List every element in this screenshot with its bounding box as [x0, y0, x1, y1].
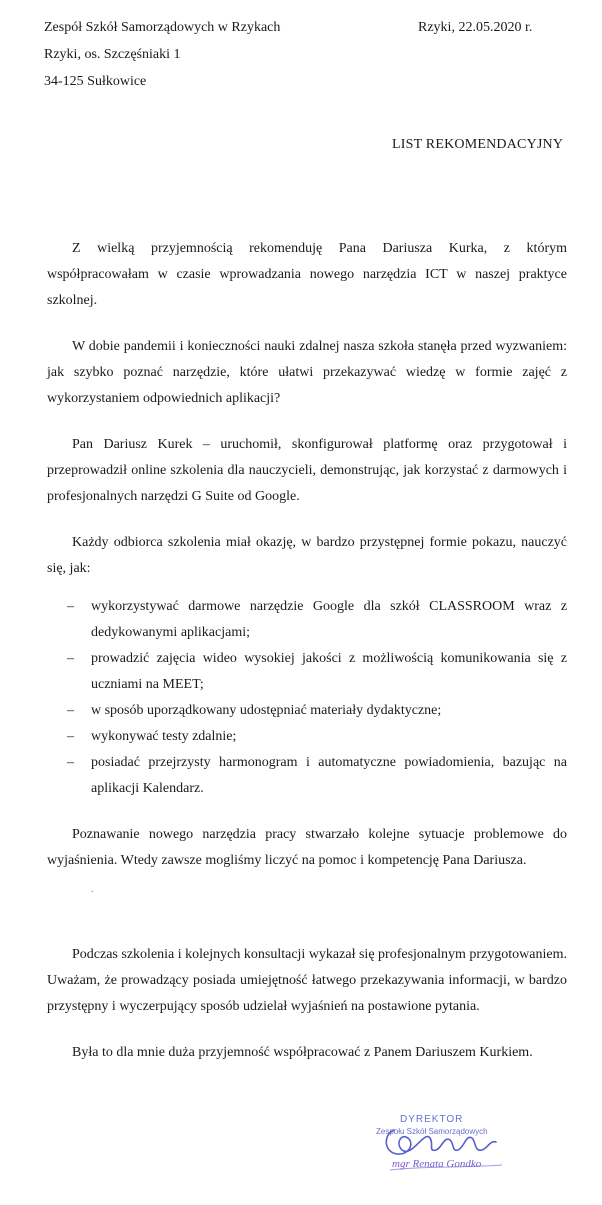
list-item: – wykorzystywać darmowe narzędzie Google dla szkół CLASSROOM wraz z dedykowanymi aplikacjami; [67, 599, 567, 640]
stray-dot: . [91, 884, 94, 895]
stamp-institution: Zespołu Szkół Samorządowych [376, 1127, 488, 1136]
sender-name: Zespół Szkół Samorządowych w Rzykach [44, 20, 281, 35]
signature-icon [372, 1110, 532, 1200]
letter-title: LIST REKOMENDACYJNY [392, 137, 564, 152]
sender-street: Rzyki, os. Szczęśniaki 1 [44, 47, 181, 62]
letter-body [47, 236, 567, 1066]
list-item: – posiadać przejrzysty harmonogram i automatyczne powiadomienia, bazując na aplikacji Kalendarz. [67, 755, 567, 796]
letter-date: Rzyki, 22.05.2020 r. [418, 20, 533, 35]
director-stamp [372, 1110, 532, 1200]
paragraph-actions: Pan Dariusz Kurek – uruchomił, skonfigurował platformę oraz przygotował i przeprowadził online szkolenia dla nauczycieli, demonstrując, jak korzystać z darmowych i profesjonalnych narzędzi G Suite od Google. [47, 437, 567, 504]
list-item: – w sposób uporządkowany udostępniać materiały dydaktyczne; [67, 703, 442, 718]
paragraph-training: Każdy odbiorca szkolenia miał okazję, w bardzo przystępnej formie pokazu, nauczyć się, jak: [47, 535, 567, 576]
stamp-title: DYREKTOR [400, 1114, 464, 1125]
sender-postal: 34-125 Sułkowice [44, 74, 147, 89]
paragraph-intro: Z wielką przyjemnością rekomenduję Pana Dariusza Kurka, z którym współpracowałam w czasie wprowadzania nowego narzędzia ICT w naszej praktyce szkolnej. [47, 241, 567, 308]
paragraph-consultations: Podczas szkolenia i kolejnych konsultacji wykazał się profesjonalnym przygotowaniem. Uważam, że prowadzący posiada umiejętność łatwego przekazywania informacji, w bardzo przystępny i wyczerpujący sposób udzielał wyjaśnień na postawione pytania. [47, 947, 567, 1014]
list-item: – prowadzić zajęcia wideo wysokiej jakości z możliwością komunikowania się z uczniami na MEET; [67, 651, 567, 692]
paragraph-problems: Poznawanie nowego narzędzia pracy stwarzało kolejne sytuacje problemowe do wyjaśnienia. Wtedy zawsze mogliśmy liczyć na pomoc i kompetencję Pana Dariusza. [47, 827, 567, 868]
paragraph-closing: Była to dla mnie duża przyjemność współpracować z Panem Dariuszem Kurkiem. [72, 1045, 533, 1060]
list-item: – wykonywać testy zdalnie; [67, 729, 237, 744]
stamp-signatory: mgr Renata Gondko [392, 1158, 482, 1170]
skills-list [47, 594, 567, 802]
paragraph-pandemic: W dobie pandemii i konieczności nauki zdalnej nasza szkoła stanęła przed wyzwaniem: jak szybko poznać narzędzie, które ułatwi przekazywać wiedzę w formie zajęć z wykorzystaniem odpowiednich aplikacji? [47, 339, 567, 406]
sender-address [44, 14, 280, 95]
